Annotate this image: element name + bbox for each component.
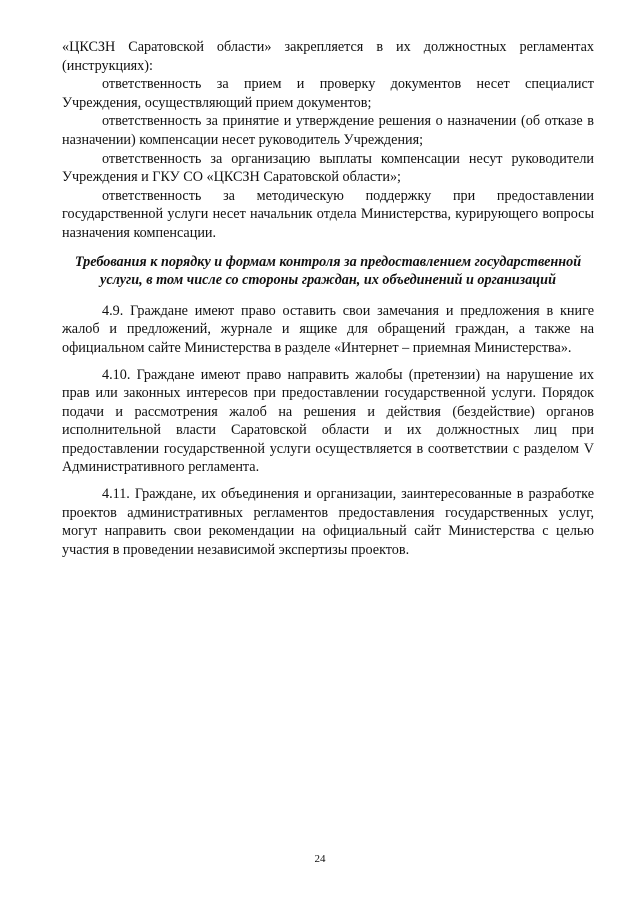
paragraph-responsibility-decision: ответственность за принятие и утверждение решения о назначении (об отказе в назначении) компенсации несет руководитель Учреждения; — [62, 113, 594, 148]
page-body — [62, 38, 594, 559]
paragraph-4-11: 4.11. Граждане, их объединения и организации, заинтересованные в разработке проектов административных регламентов предоставления государственных услуг, могут направить свои рекомендации на официальный сайт Министерства с целью участия в проведении независимой экспертизы проектов. — [62, 486, 594, 558]
paragraph-responsibility-methodology: ответственность за методическую поддержку при предоставлении государственной услуги несет начальник отдела Министерства, курирующего вопросы назначения компенсации. — [62, 187, 594, 241]
paragraph-4-9: 4.9. Граждане имеют право оставить свои замечания и предложения в книге жалоб и предложений, журнале и ящике для обращений граждан, а также на официальном сайте Министерства в разделе «Интернет – приемная Министерства». — [62, 302, 594, 356]
page-number: 24 — [314, 853, 326, 865]
paragraph-intro: «ЦКСЗН Саратовской области» закрепляется в их должностных регламентах (инструкциях): — [62, 39, 594, 74]
section-heading: Требования к порядку и формам контроля за предоставлением государственной услуги, в том числе со стороны граждан, их объединений и организаций — [74, 253, 582, 289]
paragraph-4-10: 4.10. Граждане имеют право направить жалобы (претензии) на нарушение их прав или законных интересов при предоставлении государственной услуги. Порядок подачи и рассмотрения жалоб на решения и действия (бездействие) органов исполнительной власти Саратовской области и их должностных лиц при предоставлении государственной услуги осуществляется в соответствии с разделом V Административного регламента. — [62, 366, 594, 476]
paragraph-responsibility-payment: ответственность за организацию выплаты компенсации несут руководители Учреждения и ГКУ СО «ЦКСЗН Саратовской области»; — [62, 150, 594, 186]
paragraph-responsibility-intake: ответственность за прием и проверку документов несет специалист Учреждения, осуществляющий прием документов; — [62, 76, 594, 111]
